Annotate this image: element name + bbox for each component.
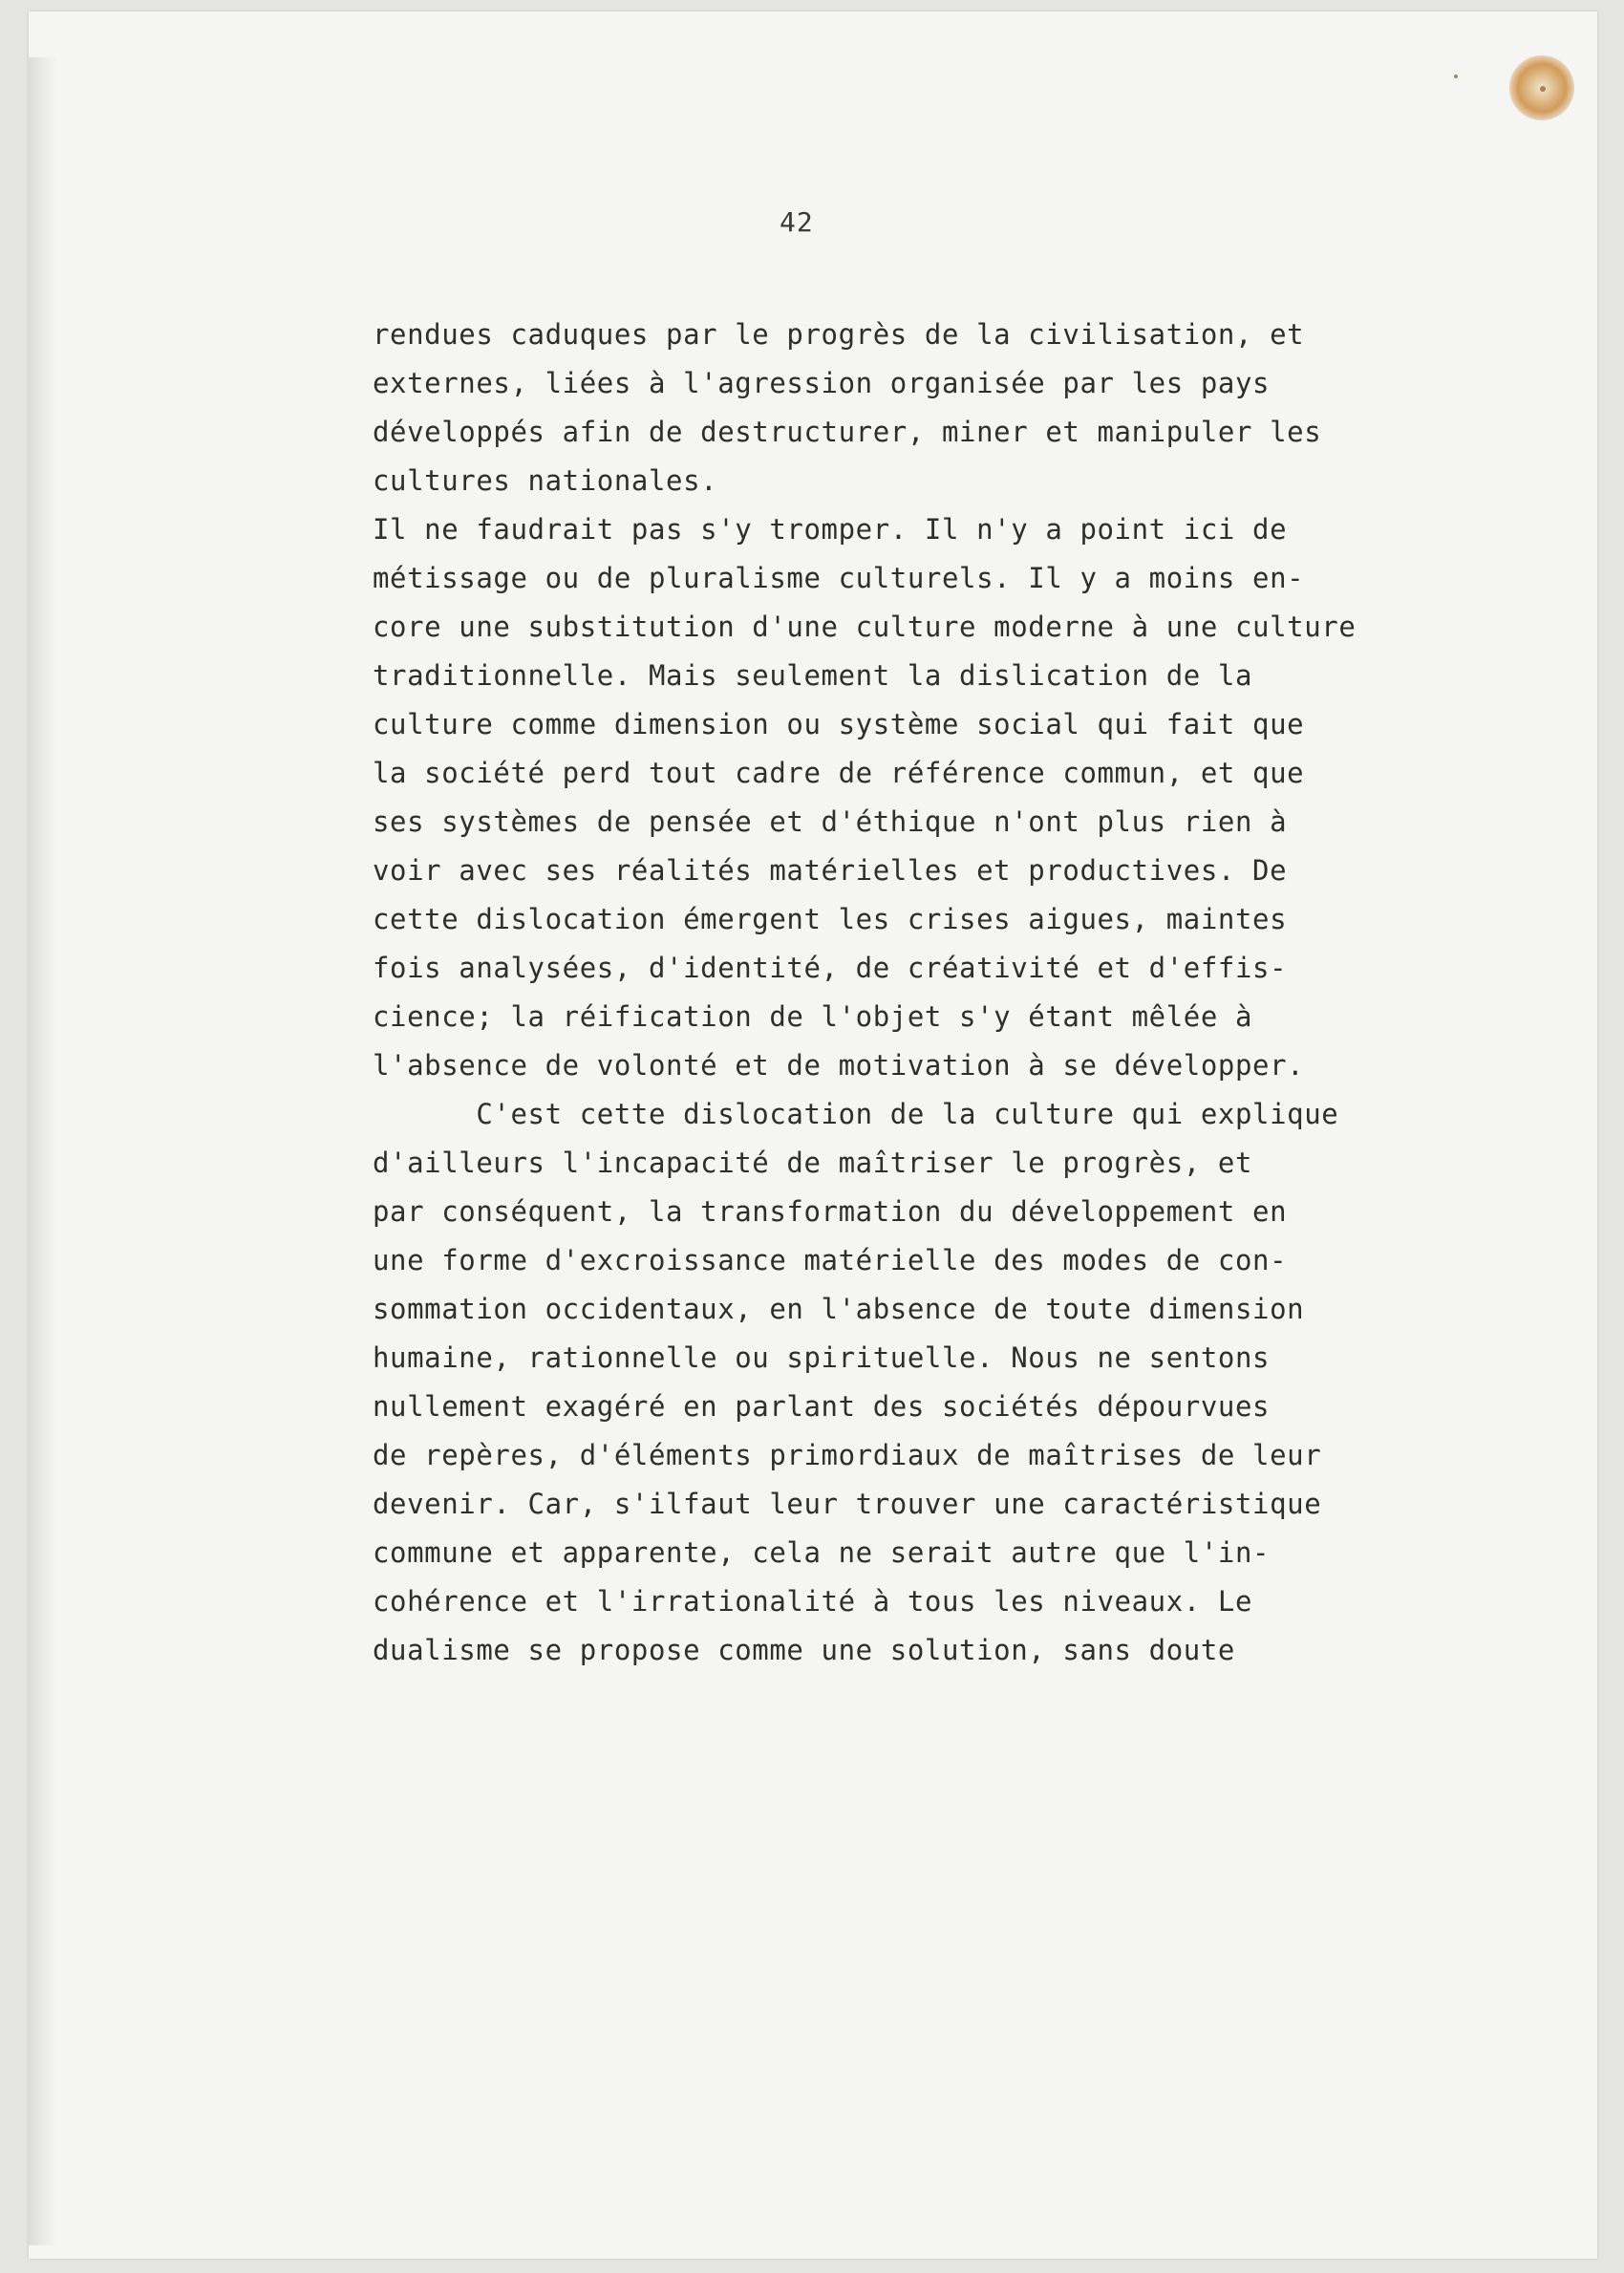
body-text <box>373 311 1567 1675</box>
text-line: core une substitution d'une culture moderne à une culture <box>373 611 1357 643</box>
text-line: commune et apparente, cela ne serait autre que l'in- <box>373 1536 1271 1569</box>
text-line: métissage ou de pluralisme culturels. Il y a moins en- <box>373 562 1305 594</box>
ink-speck <box>1454 75 1458 78</box>
text-line: C'est cette dislocation de la culture qui explique <box>373 1098 1339 1130</box>
text-line: humaine, rationnelle ou spirituelle. Nous ne sentons <box>373 1341 1271 1374</box>
text-line: une forme d'excroissance matérielle des modes de con- <box>373 1244 1288 1276</box>
text-line: devenir. Car, s'ilfaut leur trouver une caractéristique <box>373 1488 1322 1520</box>
text-line: de repères, d'éléments primordiaux de maîtrises de leur <box>373 1439 1322 1471</box>
text-line: d'ailleurs l'incapacité de maîtriser le progrès, et <box>373 1147 1253 1179</box>
text-line: fois analysées, d'identité, de créativité et d'effis- <box>373 952 1288 984</box>
text-line: culture comme dimension ou système social qui fait que <box>373 708 1305 740</box>
text-line: la société perd tout cadre de référence commun, et que <box>373 757 1305 789</box>
text-line: l'absence de volonté et de motivation à se développer. <box>373 1049 1305 1082</box>
text-line: cultures nationales. <box>373 464 718 497</box>
text-line: cience; la réification de l'objet s'y étant mêlée à <box>373 1000 1253 1033</box>
text-line: par conséquent, la transformation du développement en <box>373 1195 1288 1228</box>
scan-edge-shadow <box>29 57 57 2245</box>
text-line: cette dislocation émergent les crises aigues, maintes <box>373 903 1288 935</box>
text-line: cohérence et l'irrationalité à tous les niveaux. Le <box>373 1585 1253 1618</box>
text-line: sommation occidentaux, en l'absence de toute dimension <box>373 1293 1305 1325</box>
text-line: rendues caduques par le progrès de la civilisation, et <box>373 318 1305 351</box>
text-line: dualisme se propose comme une solution, sans doute <box>373 1634 1235 1666</box>
text-line: voir avec ses réalités matérielles et productives. De <box>373 854 1288 887</box>
stain-center <box>1540 86 1546 92</box>
text-line: développés afin de destructurer, miner et manipuler les <box>373 416 1322 448</box>
text-line: nullement exagéré en parlant des sociétés dépourvues <box>373 1390 1271 1423</box>
page-number: 42 <box>780 206 814 238</box>
text-line: ses systèmes de pensée et d'éthique n'ont plus rien à <box>373 805 1288 838</box>
text-line: Il ne faudrait pas s'y tromper. Il n'y a point ici de <box>373 513 1288 546</box>
text-line: externes, liées à l'agression organisée par les pays <box>373 367 1271 399</box>
text-line: traditionnelle. Mais seulement la dislication de la <box>373 659 1253 692</box>
